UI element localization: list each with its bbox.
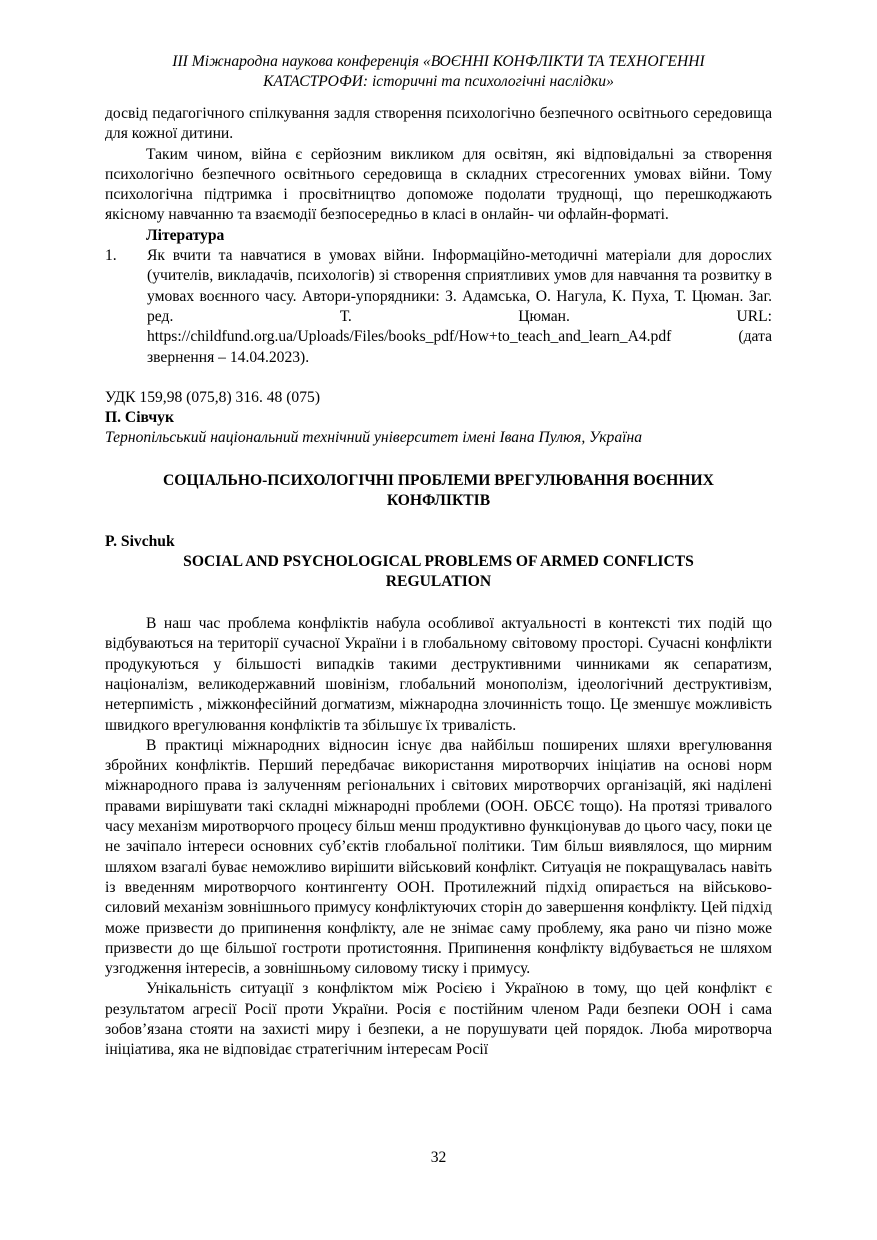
header-line-2: КАТАСТРОФИ: історичні та психологічні наслідки» <box>263 73 614 90</box>
literature-heading: Література <box>146 226 225 244</box>
article-title-ua-line-2: КОНФЛІКТІВ <box>386 491 491 509</box>
article-title-en-line-2: REGULATION <box>385 573 492 591</box>
udk-code: УДК 159,98 (075,8) 316. 48 (075) <box>105 388 321 406</box>
intro-paragraph-1: досвід педагогічного спілкування задля створення психологічно безпечного освітнього середовища для кожної дитини. <box>105 105 772 143</box>
article-title-ua <box>105 471 772 511</box>
author-ua: П. Сівчук <box>105 409 174 427</box>
article-paragraph-1: В наш час проблема конфліктів набула особливої актуальності в контексті тих подій що відбуваються на території сучасної України і в глобальному світовому просторі. Сучасні конфлікти продукуються у більшості випадків такими деструктивними чинниками як сепаратизм, націоналізм, великодержавний шовінізм, глобальний монополізм, ідеологічний деструктивізм, нетерпимість , міжконфесійний догматизм, міжнародна злочинність тощо. Це зменшує можливість швидкого врегулювання конфліктів та збільшує їх тривалість. <box>105 615 772 734</box>
article-title-en <box>105 552 772 592</box>
running-header <box>100 52 777 92</box>
article-paragraph-3: Унікальність ситуації з конфліктом між Росією і Україною в тому, що цей конфлікт є результатом агресії Росії проти України. Росія є постійним членом Ради безпеки ООН і сама зобов’язана стояти на захисті миру і безпеки, а не порушувати цей порядок. Люба миротворча ініціатива, яка не відповідає стратегічним інтересам Росії <box>105 980 772 1059</box>
author-affiliation: Тернопільський національний технічний університет імені Івана Пулюя, Україна <box>105 429 642 447</box>
author-en: P. Sivchuk <box>105 532 175 550</box>
header-line-1: ІІІ Міжнародна наукова конференція «ВОЄННІ КОНФЛІКТИ ТА ТЕХНОГЕННІ <box>172 53 705 70</box>
article-paragraph-2: В практиці міжнародних відносин існує два найбільш поширених шляхи врегулювання збройних конфліктів. Перший передбачає використання миротворчих ініціатив на основі норм міжнародного права із залученням регіональних і світових миротворчих організацій, які наділені правами вирішувати такі складні міжнародні проблеми (ООН. ОБСЄ тощо). На протязі тривалого часу механізм миротворчого процесу більш менш продуктивно функціонував до цього часу, поки це не зачіпало інтереси основних суб’єктів глобальної політики. Тим більш виявлялося, що мирним шляхом взагалі буває неможливо вирішити військовий конфлікт. Ситуація не покращувалась навіть із введенням миротворчого контингенту ООН. Протилежний підхід опирається на військово-силовий механізм зовнішнього примусу конфліктуючих сторін до завершення конфлікту. Цей підхід може призвести до припинення конфлікту, але не знімає саму проблему, яка рано чи пізно може призвести до ще більшої гостроти протистояння. Припинення конфлікту відбувається не шляхом узгодження інтересів, а зовнішньому силовому тиску і примусу. <box>105 736 772 978</box>
literature-item-number: 1. <box>105 247 117 265</box>
literature-item <box>105 246 772 368</box>
article-title-ua-line-1: СОЦІАЛЬНО-ПСИХОЛОГІЧНІ ПРОБЛЕМИ ВРЕГУЛЮВАННЯ ВОЄННИХ <box>163 471 714 489</box>
page-number: 32 <box>430 1149 447 1166</box>
literature-item-text: Як вчити та навчатися в умовах війни. Інформаційно-методичні матеріали для дорослих (учителів, викладачів, психологів) зі створення сприятливих умов для навчання та розвитку в умовах воєнного часу. Автори-упорядники: З. Адамська, О. Нагула, К. Пуха, Т. Цюман. Заг. ред. Т. Цюман. URL: https://childfund.org.ua/Uploads/Files/books_pdf/How+to_teach_and_learn_A4.pdf (дата звернення – 14.04.2023). <box>147 247 772 366</box>
page-body <box>105 104 772 1061</box>
intro-paragraph-2: Таким чином, війна є серйозним викликом для освітян, які відповідальні за створення психологічно безпечного освітнього середовища в складних стресогенних умовах війни. Тому психологічна підтримка і просвітництво допоможе подолати труднощі, що перешкоджають якісному навчанню та взаємодії безпосередньо в класі в онлайн- чи офлайн-форматі. <box>105 145 772 224</box>
article-title-en-line-1: SOCIAL AND PSYCHOLOGICAL PROBLEMS OF ARMED CONFLICTS <box>183 553 694 571</box>
